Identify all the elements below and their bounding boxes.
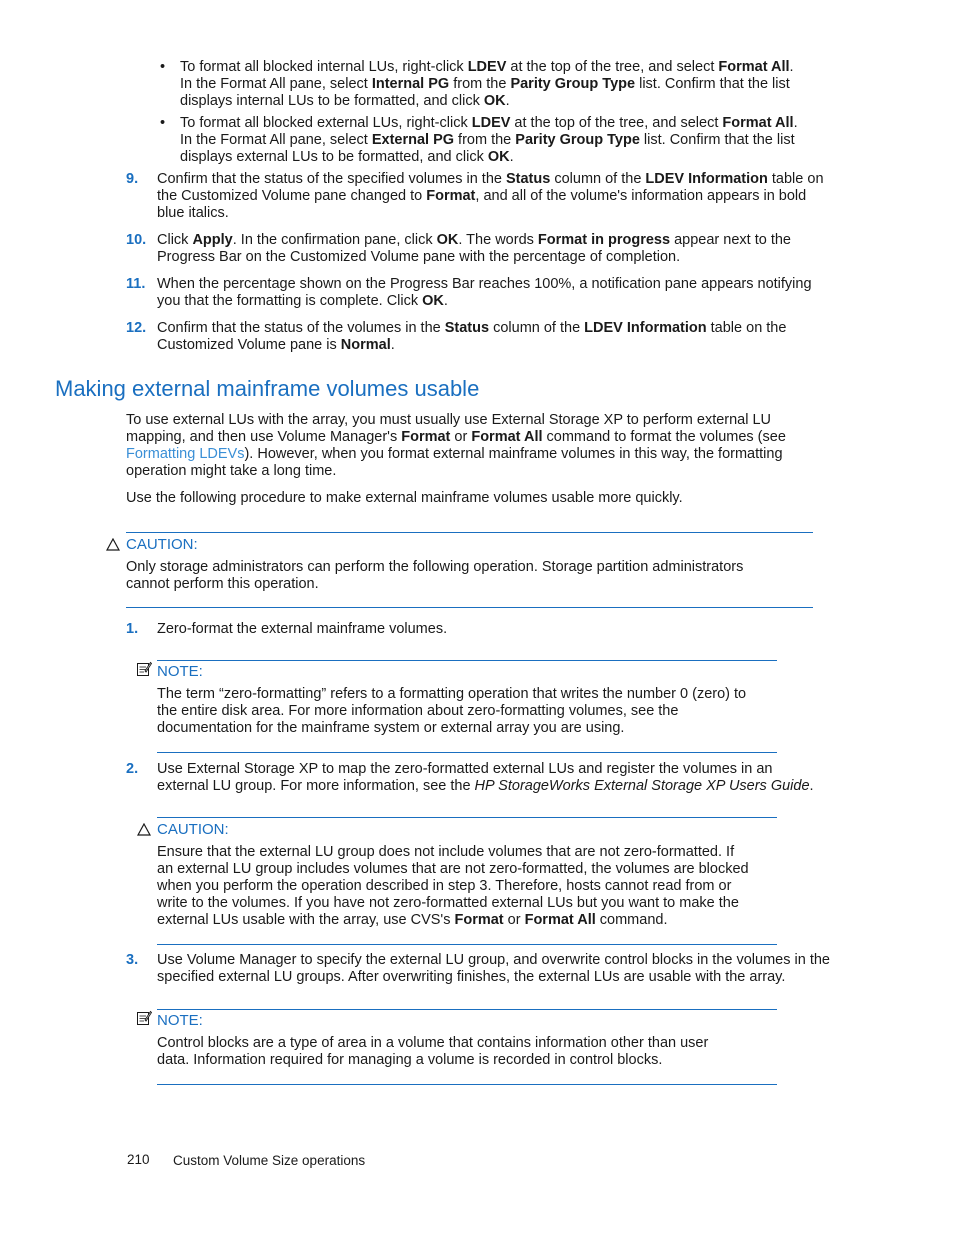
bold-term: Format All (524, 912, 596, 928)
step-number: 12. (126, 320, 147, 336)
bold-term: Parity Group Type (510, 76, 636, 92)
italic-title: HP StorageWorks External Storage XP Users Guide (474, 778, 810, 794)
step-number: 9. (126, 171, 139, 187)
bold-term: External PG (371, 132, 455, 148)
bold-term: OK (483, 93, 506, 109)
step-text: Confirm that the status of the volumes in the Status column of the LDEV Information table on the Customized Volume pane is Normal. (157, 320, 787, 353)
bold-term: Apply (192, 232, 233, 248)
step-text: Click Apply. In the confirmation pane, click OK. The words Format in progress appear next to the Progress Bar on the Customized Volume pane with the percentage of completion. (157, 232, 791, 265)
caution-title: CAUTION: (126, 536, 198, 553)
bold-term: Format (401, 429, 451, 445)
page-number: 210 (127, 1152, 150, 1167)
caution-text: Only storage administrators can perform the following operation. Storage partition administrators cannot perform this operation. (126, 559, 744, 592)
bullet-item: To format all blocked internal LUs, right-click LDEV at the top of the tree, and select Format All. In the Format All pane, select Internal PG from the Parity Group Type list. Confirm that the list displays internal LUs to be formatted, and click OK. (180, 59, 794, 109)
bullet-marker: • (160, 115, 166, 131)
bold-term: Normal (340, 337, 391, 353)
step-text: Zero-format the external mainframe volumes. (157, 621, 448, 637)
note-pad-icon (136, 661, 152, 677)
caution-text: Ensure that the external LU group does not include volumes that are not zero-formatted. If an external LU group includes volumes that are not zero-formatted, the volumes are blocked when you perform the operation described in step 3. Therefore, hosts cannot read from or write to the volumes. If you have not zero-formatted external LUs but you want to make the external LUs usable with the array, use CVS's Format or Format All command. (157, 844, 749, 928)
note-top-rule (157, 1009, 777, 1010)
step-number: 10. (126, 232, 147, 248)
bold-term: OK (436, 232, 459, 248)
cross-reference-link[interactable]: Formatting LDEVs (126, 446, 245, 462)
bold-term: Format All (722, 115, 794, 131)
note-top-rule (157, 660, 777, 661)
bold-term: LDEV Information (645, 171, 768, 187)
note-bottom-rule (157, 752, 777, 753)
caution-bottom-rule (157, 944, 777, 945)
bold-term: OK (487, 149, 510, 165)
step-text: Use Volume Manager to specify the external LU group, and overwrite control blocks in the volumes in the specified external LU groups. After overwriting finishes, the external LUs are usable with the array. (157, 952, 830, 985)
note-pad-icon (136, 1010, 152, 1026)
bold-term: LDEV (471, 115, 511, 131)
caution-bottom-rule (126, 607, 813, 608)
bold-term: Format (454, 912, 504, 928)
caution-top-rule (126, 532, 813, 533)
bullet-marker: • (160, 59, 166, 75)
bold-term: Status (505, 171, 551, 187)
bold-term: Format All (471, 429, 543, 445)
caution-top-rule (157, 817, 777, 818)
note-text: The term “zero-formatting” refers to a formatting operation that writes the number 0 (zero) to the entire disk area. For more information about zero-formatting volumes, see the documentation for the mainframe system or external array you are using. (157, 686, 747, 736)
step-text: When the percentage shown on the Progress Bar reaches 100%, a notification pane appears notifying you that the formatting is complete. Click OK. (157, 276, 812, 309)
intro-paragraph: To use external LUs with the array, you must usually use External Storage XP to perform external LU mapping, and then use Volume Manager's Format or Format All command to format the volumes (see Formatting LDEVs). However, when you format external mainframe volumes in this way, the formatting operation might take a long time. (126, 412, 786, 479)
caution-triangle-icon (137, 823, 151, 836)
bold-term: OK (422, 293, 444, 309)
bold-term: Format All (718, 59, 790, 75)
note-bottom-rule (157, 1084, 777, 1085)
step-text: Use External Storage XP to map the zero-formatted external LUs and register the volumes in an external LU group. For more information, see the HP StorageWorks External Storage XP Users Guide. (157, 761, 814, 794)
step-number: 2. (126, 761, 139, 777)
footer-section-title: Custom Volume Size operations (173, 1153, 366, 1168)
intro-paragraph: Use the following procedure to make external mainframe volumes usable more quickly. (126, 490, 683, 506)
step-number: 11. (126, 276, 146, 292)
caution-title: CAUTION: (157, 821, 229, 838)
bold-term: Format in progress (537, 232, 671, 248)
note-title: NOTE: (157, 1012, 203, 1029)
bold-term: Format (426, 188, 476, 204)
bold-term: Status (444, 320, 490, 336)
note-title: NOTE: (157, 663, 203, 680)
note-text: Control blocks are a type of area in a volume that contains information other than user data. Information required for managing a volume is recorded in control blocks. (157, 1035, 709, 1068)
bold-term: Internal PG (371, 76, 450, 92)
bullet-item: To format all blocked external LUs, right-click LDEV at the top of the tree, and select Format All. In the Format All pane, select External PG from the Parity Group Type list. Confirm that the list displays external LUs to be formatted, and click OK. (180, 115, 798, 165)
bold-term: Parity Group Type (515, 132, 640, 148)
bold-term: LDEV Information (584, 320, 707, 336)
bold-term: LDEV (467, 59, 507, 75)
step-number: 1. (126, 621, 139, 637)
step-number: 3. (126, 952, 139, 968)
section-heading: Making external mainframe volumes usable (55, 376, 480, 401)
caution-triangle-icon (106, 538, 120, 551)
step-text: Confirm that the status of the specified volumes in the Status column of the LDEV Information table on the Customized Volume pane changed to Format, and all of the volume's information appears in bold blue italics. (157, 171, 824, 221)
